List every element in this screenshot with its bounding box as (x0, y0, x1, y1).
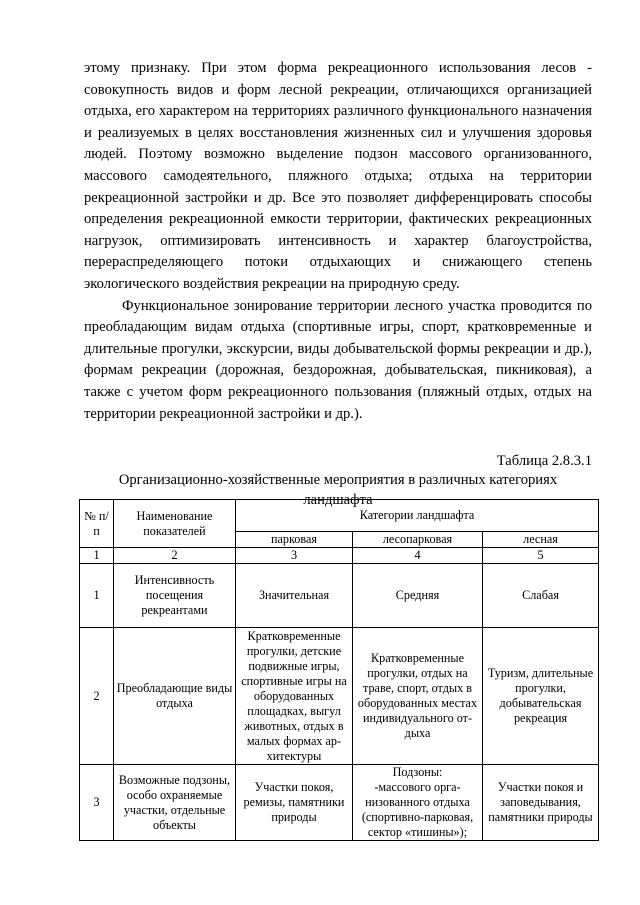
column-number: 1 (80, 548, 114, 564)
table-row (80, 628, 599, 765)
header-category-group: Категории ландшафта (236, 500, 599, 532)
column-number: 4 (353, 548, 483, 564)
cell-park: Участки покоя, ремизы, памятники природы (236, 765, 353, 841)
table-title: Организационно-хозяйственные мероприятия в различных категориях ландшафта (118, 472, 558, 508)
document-page (84, 58, 592, 510)
cell-forest: Слабая (483, 564, 599, 628)
landscape-table (79, 499, 599, 841)
table-number: Таблица 2.8.3.1 (496, 453, 592, 470)
table-numbering-row (80, 548, 599, 564)
header-cat-park: парковая (236, 532, 353, 548)
table-row (80, 765, 599, 841)
row-name: Интенсивность посещения рекреантами (114, 564, 236, 628)
cell-forest: Участки покоя и заповедывания, памятники природы (483, 765, 599, 841)
column-number: 2 (114, 548, 236, 564)
row-num: 1 (80, 564, 114, 628)
body-paragraph-2: Функциональное зонирование территории лесного участка проводится по преобладающим видам отдыха (спортивные игры, спорт, кратковременные и длительные прогулки, экскурсии, виды добывательской формы рекреации и др.), формам рекреации (дорожная, бездорожная, добывательская, пикниковая), а также с учетом форм рекреационного пользования (пляжный отдых, отдых на территории рекреационной застройки и др.). (84, 297, 592, 422)
row-num: 3 (80, 765, 114, 841)
body-paragraph-1: этому признаку. При этом форма рекреационного использования лесов - совокупность видов и форм лесной рекреации, отличающихся организацией отдыха, его характером на территориях различного функционального назначения и реализуемых в целях восстановления жизненных сил и улучшения здоровья людей. Поэтому возможно выделение подзон массового организованного, массового самодеятельного, пляжного отдыха; отдыха на территории рекреационной застройки и др. Все это позволяет дифференцировать способы определения рекреационной емкости территории, фактических рекреационных нагрузок, оптимизировать интенсивность и характер благоустройства, перераспределяющего потоки отдыхающих и снижающего степень экологического воздействия рекреации на природную среду. (84, 60, 592, 292)
table-header-row (80, 500, 599, 532)
header-cat-forestpark: лесопарковая (353, 532, 483, 548)
row-name: Преобладающие виды отдыха (114, 628, 236, 765)
cell-forestpark-title: Подзоны: (392, 765, 443, 779)
cell-forestpark (353, 765, 483, 841)
cell-park: Кратковременные прогулки, детские подвижные игры, спортивные игры на оборудованных площадках, выгул животных, отдых в малых формах ар-хитектуры (236, 628, 353, 765)
column-number: 3 (236, 548, 353, 564)
cell-forestpark-text: -массового орга-низованного отдыха (спортивно-парковая, сектор «тишины»); (361, 780, 474, 839)
header-num: № п/п (80, 500, 114, 548)
header-name: Наименование показателей (114, 500, 236, 548)
column-number: 5 (483, 548, 599, 564)
cell-park: Значительная (236, 564, 353, 628)
cell-forest: Туризм, длительные прогулки, добывательская рекреация (483, 628, 599, 765)
cell-forestpark: Средняя (353, 564, 483, 628)
row-name: Возможные подзоны, особо охраняемые участки, отдельные объекты (114, 765, 236, 841)
row-num: 2 (80, 628, 114, 765)
cell-forestpark: Кратковременные прогулки, отдых на траве, спорт, отдых в оборудованных местах индивидуального от-дыха (353, 628, 483, 765)
table-row (80, 564, 599, 628)
header-cat-forest: лесная (483, 532, 599, 548)
